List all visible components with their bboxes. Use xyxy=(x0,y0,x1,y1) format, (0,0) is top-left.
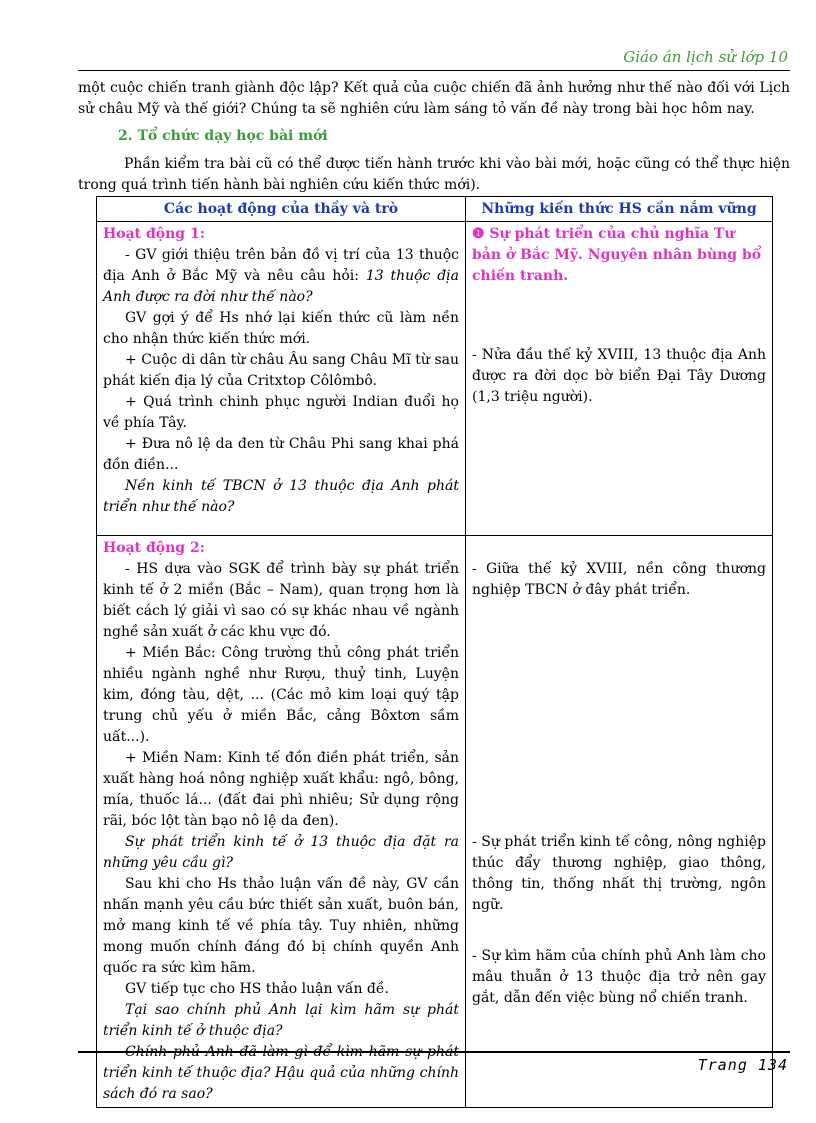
knowledge-point: - Nửa đầu thế kỷ XVIII, 13 thuộc địa Anh được ra đời dọc bờ biển Đại Tây Dương (1,3 triệu người). xyxy=(472,347,766,405)
section-title: 2. Tổ chức dạy học bài mới xyxy=(118,128,328,144)
activity-text: + Miền Bắc: Công trường thủ công phát triển nhiều ngành nghề như Rượu, thuỷ tinh, Luyện kim, đóng tàu, dệt, ... (Các mỏ kim loại quý tập trung chủ yếu ở miền Bắc, cảng Bôxtơn sầm uất...). xyxy=(103,645,459,745)
activity-text: + Đưa nô lệ da đen từ Châu Phi sang khai phá đồn điền... xyxy=(103,436,459,473)
table-row xyxy=(97,536,773,1108)
intro-continuation: một cuộc chiến tranh giành độc lập? Kết quả của cuộc chiến đã ảnh hưởng như thế nào đối với Lịch sử châu Mỹ và thế giới? Chúng ta sẽ nghiên cứu làm sáng tỏ vấn đề này trong bài học hôm nay. xyxy=(78,80,790,117)
knowledge-cell xyxy=(466,536,773,1108)
column-header-activities: Các hoạt động của thầy và trò xyxy=(97,197,466,222)
knowledge-point: - Sự phát triển kinh tế công, nông nghiệp thúc đẩy thương nghiệp, giao thông, thông tin, thống nhất thị trường, ngôn ngữ. xyxy=(472,834,766,913)
activity-question: Nền kinh tế TBCN ở 13 thuộc địa Anh phát triển như thế nào? xyxy=(103,478,459,515)
activity-title: Hoạt động 2: xyxy=(103,540,205,556)
column-header-knowledge: Những kiến thức HS cần nắm vững xyxy=(466,197,773,222)
activity-text: Sau khi cho Hs thảo luận vấn đề này, GV cần nhấn mạnh yêu cầu bức thiết sản xuất, buôn bán, mở mang kinh tế về phía tây. Tuy nhiên, những mong muốn chính đáng đó bị chính quyền Anh quốc ra sức kìm hãm. xyxy=(103,876,459,976)
activity-text: GV gợi ý để Hs nhớ lại kiến thức cũ làm nền cho nhận thức kiến thức mới. xyxy=(103,310,459,347)
activity-text: + Miền Nam: Kinh tế đồn điền phát triển, sản xuất hàng hoá nông nghiệp xuất khẩu: ngô, bông, mía, thuốc lá... (đất đai phì nhiêu; Sử dụng rộng rãi, bóc lột tàn bạo nô lệ da đen). xyxy=(103,750,459,829)
knowledge-point: - Giữa thế kỷ XVIII, nền công thương nghiệp TBCN ở đây phát triển. xyxy=(472,561,766,598)
page-number: Trang 134 xyxy=(697,1056,788,1074)
activity-question: Chính phủ Anh đã làm gì để kìm hãm sự phát triển kinh tế thuộc địa? Hậu quả của những chính sách đó ra sao? xyxy=(103,1044,459,1102)
activity-text: GV tiếp tục cho HS thảo luận vấn đề. xyxy=(125,981,389,997)
knowledge-point: - Sự kìm hãm của chính phủ Anh làm cho mâu thuẫn ở 13 thuộc địa trở nên gay gắt, dẫn đến việc bùng nổ chiến tranh. xyxy=(472,948,766,1006)
table-row xyxy=(97,222,773,536)
activity-question: Sự phát triển kinh tế ở 13 thuộc địa đặt ra những yêu cầu gì? xyxy=(103,834,459,871)
page-header-title: Giáo án lịch sử lớp 10 xyxy=(623,48,788,66)
knowledge-cell xyxy=(466,222,773,536)
activity-text: - HS dựa vào SGK để trình bày sự phát triển kinh tế ở 2 miền (Bắc – Nam), quan trọng hơn là biết cách lý giải vì sao có sự khác nhau về ngành nghề sản xuất ở các khu vực đó. xyxy=(103,561,459,640)
activity-title: Hoạt động 1: xyxy=(103,226,205,242)
footer-rule xyxy=(78,1051,790,1053)
lesson-table xyxy=(96,196,773,1108)
activity-question: Tại sao chính phủ Anh lại kìm hãm sự phát triển kinh tế ở thuộc địa? xyxy=(103,1002,459,1039)
activity-cell xyxy=(97,222,466,536)
activity-text: + Cuộc di dân từ châu Âu sang Châu Mĩ từ sau phát kiến địa lý của Critxtop Côlômbô. xyxy=(103,352,459,389)
intro-paragraph: Phần kiểm tra bài cũ có thể được tiến hành trước khi vào bài mới, hoặc cũng có thể thực hiện trong quá trình tiến hành bài nghiên cứu kiến thức mới). xyxy=(78,156,790,193)
activity-text: + Quá trình chinh phục người Indian đuổi họ về phía Tây. xyxy=(103,394,459,431)
knowledge-title: ❶ Sự phát triển của chủ nghĩa Tư bản ở Bắc Mỹ. Nguyên nhân bùng bổ chiến tranh. xyxy=(472,226,762,284)
activity-text: - GV giới thiệu trên bản đồ vị trí của 13 thuộc địa Anh ở Bắc Mỹ và nêu câu hỏi: 13 thuộc địa Anh được ra đời như thế nào? xyxy=(103,247,459,305)
activity-cell xyxy=(97,536,466,1108)
header-rule xyxy=(78,70,790,71)
